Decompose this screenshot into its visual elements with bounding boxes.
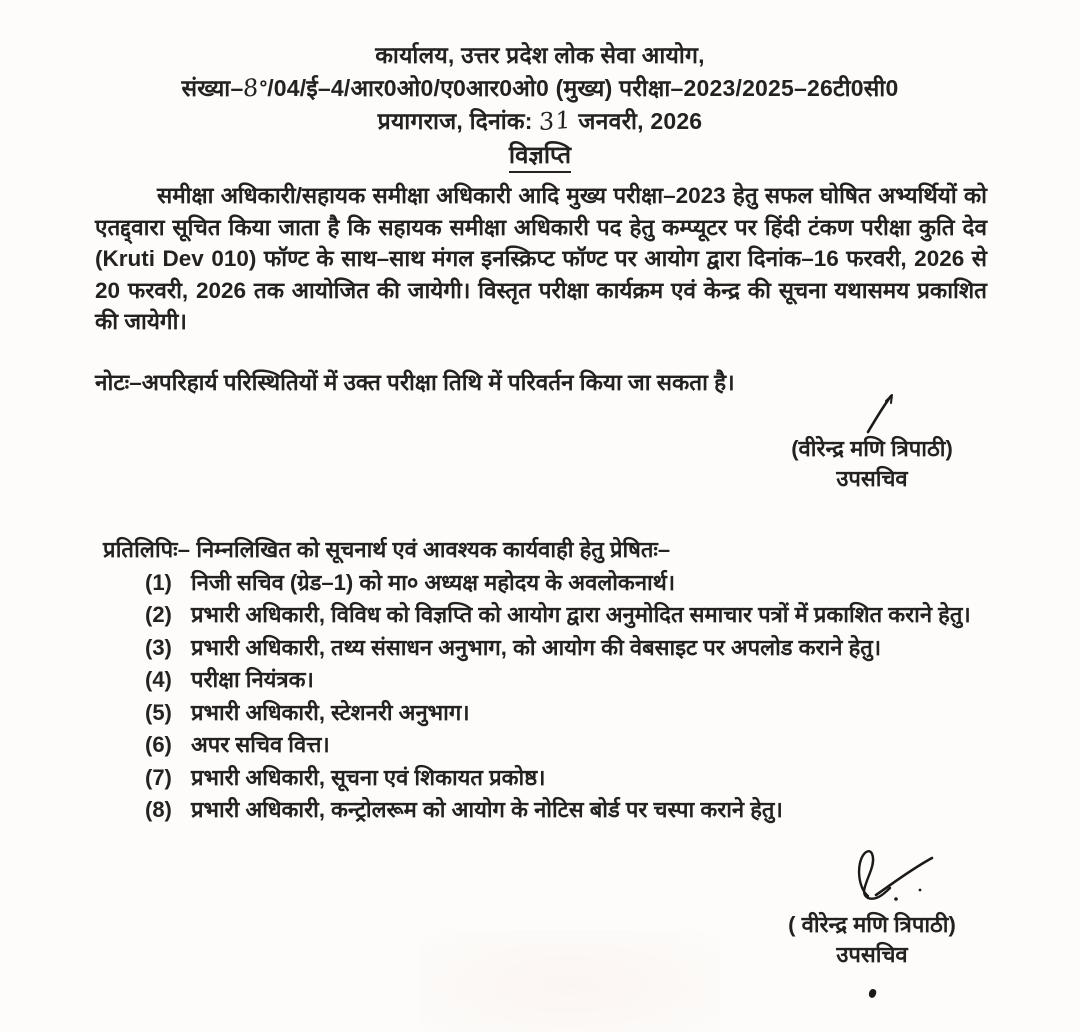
copy-item-number: (1) [145,569,172,595]
copies-list [145,567,1008,827]
copies-intro: निम्नलिखित को सूचनार्थ एवं आवश्यक कार्यवाही हेतु प्रेषितः– [190,537,671,562]
signatory-name: (वीरेन्द्र मणि त्रिपाठी) [791,436,953,461]
signatory-designation: उपसचिव [836,942,908,967]
copy-item-text: निजी सचिव (ग्रेड–1) को मा० अध्यक्ष महोदय के अवलोकनार्थ। [191,569,676,595]
signature-icon [792,846,952,910]
copy-item-text: परीक्षा नियंत्रक। [191,667,314,692]
copy-item-text: प्रभारी अधिकारी, स्टेशनरी अनुभाग। [191,699,470,725]
signature-block-bottom [742,846,1002,1006]
copy-item [145,567,1008,600]
copy-item-number: (6) [145,732,172,757]
copies-section [103,534,1008,827]
signatory-designation: उपसचिव [836,466,908,491]
copy-item [145,632,1008,665]
copy-item-number: (2) [145,602,172,627]
copy-item-number: (8) [145,797,172,822]
ink-dot [867,988,876,999]
copy-item [145,697,1008,730]
handwritten-ref-superscript: ० [259,76,268,92]
ink-dot-wrap [742,976,1002,1006]
office-name: कार्यालय, उत्तर प्रदेश लोक सेवा आयोग, [375,42,705,68]
place-date [0,104,1080,136]
notice-title-text: विज्ञप्ति [509,142,571,173]
notice-title [0,138,1080,171]
copy-item-text: प्रभारी अधिकारी, कन्ट्रोलरूम को आयोग के नोटिस बोर्ड पर चस्पा कराने हेतु। [191,797,783,822]
copy-item [145,762,1008,795]
copy-item-number: (7) [145,764,172,790]
copy-item-text: प्रभारी अधिकारी, तथ्य संसाधन अनुभाग, को आयोग की वेबसाइट पर अपलोड कराने हेतु। [191,634,882,660]
signatory-name: ( वीरेन्द्र मणि त्रिपाठी) [788,912,956,937]
notice-paragraph: समीक्षा अधिकारी/सहायक समीक्षा अधिकारी आदि मुख्य परीक्षा–2023 हेतु सफल घोषित अभ्यर्थियों को एतद्द्वारा सूचित किया जाता है कि सहायक समीक्षा अधिकारी पद हेतु कम्प्यूटर पर हिंदी टंकण परीक्षा कुति देव (Kruti Dev 010) फॉण्ट के साथ–साथ मंगल इनस्क्रिप्ट फॉण्ट पर आयोग द्वारा दिनांक–16 फरवरी, 2026 से 20 फरवरी, 2026 तक आयोजित की जायेगी। विस्तृत परीक्षा कार्यक्रम एवं केन्द्र की सूचना यथासमय प्रकाशित की जायेगी। [95,183,987,334]
copy-item [145,599,1008,632]
copies-label: प्रतिलिपिः– [103,537,191,562]
copy-item-number: (3) [145,634,172,660]
signature-block-top [742,392,1002,494]
note-line: नोटः–अपरिहार्य परिस्थितियों में उक्त परीक्षा तिथि में परिवर्तन किया जा सकता है। [95,370,735,395]
copies-heading [103,534,1008,567]
signature-stroke-icon [812,392,932,434]
copy-item [145,664,1008,697]
copy-item [145,729,1008,762]
copy-item-number: (5) [145,699,172,725]
copy-item [145,794,1008,827]
reference-rest: /04/ई–4/आर0ओ0/ए0आर0ओ0 (मुख्य) परीक्षा–2023/2025–26टी0सी0 [267,75,899,101]
reference-number [0,71,1080,103]
handwritten-date: 31 [538,105,573,137]
reference-prefix: संख्या– [181,75,244,101]
place-date-suffix: जनवरी, 2026 [571,108,703,134]
copy-item-number: (4) [145,667,172,692]
copy-item-text: अपर सचिव वित्त। [191,732,330,757]
place-date-prefix: प्रयागराज, दिनांक: [377,108,540,134]
copy-item-text: प्रभारी अधिकारी, सूचना एवं शिकायत प्रकोष्ठ। [191,764,546,790]
handwritten-ref-digit: 8 [242,73,261,103]
copy-item-text: प्रभारी अधिकारी, विविध को विज्ञप्ति को आयोग द्वारा अनुमोदित समाचार पत्रों में प्रकाशित कराने हेतु। [191,602,971,627]
